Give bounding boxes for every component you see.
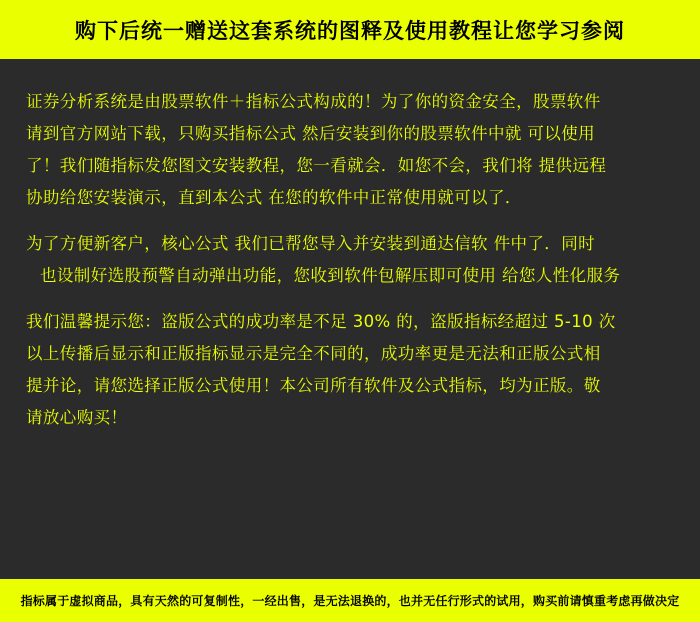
paragraph-3-line-4: 请放心购买！ <box>26 408 128 427</box>
paragraph-3-line-2: 以上传播后显示和正版指标显示是完全不同的，成功率更是无法和正版公式相 <box>26 344 601 363</box>
paragraph-2-line-2: 也设制好选股预警自动弹出功能，您收到软件包解压即可使用 给您人性化服务 <box>40 266 621 285</box>
paragraph-1-line-1: 证券分析系统是由股票软件＋指标公式构成的！为了你的资金安全，股票软件 <box>26 92 601 111</box>
paragraph-3-line-1: 我们温馨提示您：盗版公式的成功率是不足 30% 的，盗版指标经超过 5-10 次 <box>26 312 616 331</box>
top-banner-text: 购下后统一赠送这套系统的图释及使用教程让您学习参阅 <box>75 18 625 43</box>
paragraph-2-line-1: 为了方便新客户，核心公式 我们已帮您导入并安装到通达信软 件中了．同时 <box>26 234 595 253</box>
top-banner <box>0 0 700 62</box>
bottom-banner-text: 指标属于虚拟商品，具有天然的可复制性，一经出售，是无法退换的，也并无任行形式的试用，购买前请慎重考虑再做决定 <box>20 594 680 608</box>
paragraph-3 <box>26 306 674 434</box>
paragraph-1-line-3: 了！我们随指标发您图文安装教程，您一看就会．如您不会，我们将 提供远程 <box>26 156 607 175</box>
bottom-banner <box>0 576 700 622</box>
paragraph-1-line-2: 请到官方网站下载，只购买指标公式 然后安装到你的股票软件中就 可以使用 <box>26 124 595 143</box>
paragraph-1 <box>26 86 674 214</box>
main-content <box>0 62 700 576</box>
paragraph-1-line-4: 协助给您安装演示，直到本公式 在您的软件中正常使用就可以了． <box>26 188 522 207</box>
paragraph-3-line-3: 提并论，请您选择正版公式使用！本公司所有软件及公式指标，均为正版。敬 <box>26 376 601 395</box>
paragraph-2 <box>26 228 674 292</box>
